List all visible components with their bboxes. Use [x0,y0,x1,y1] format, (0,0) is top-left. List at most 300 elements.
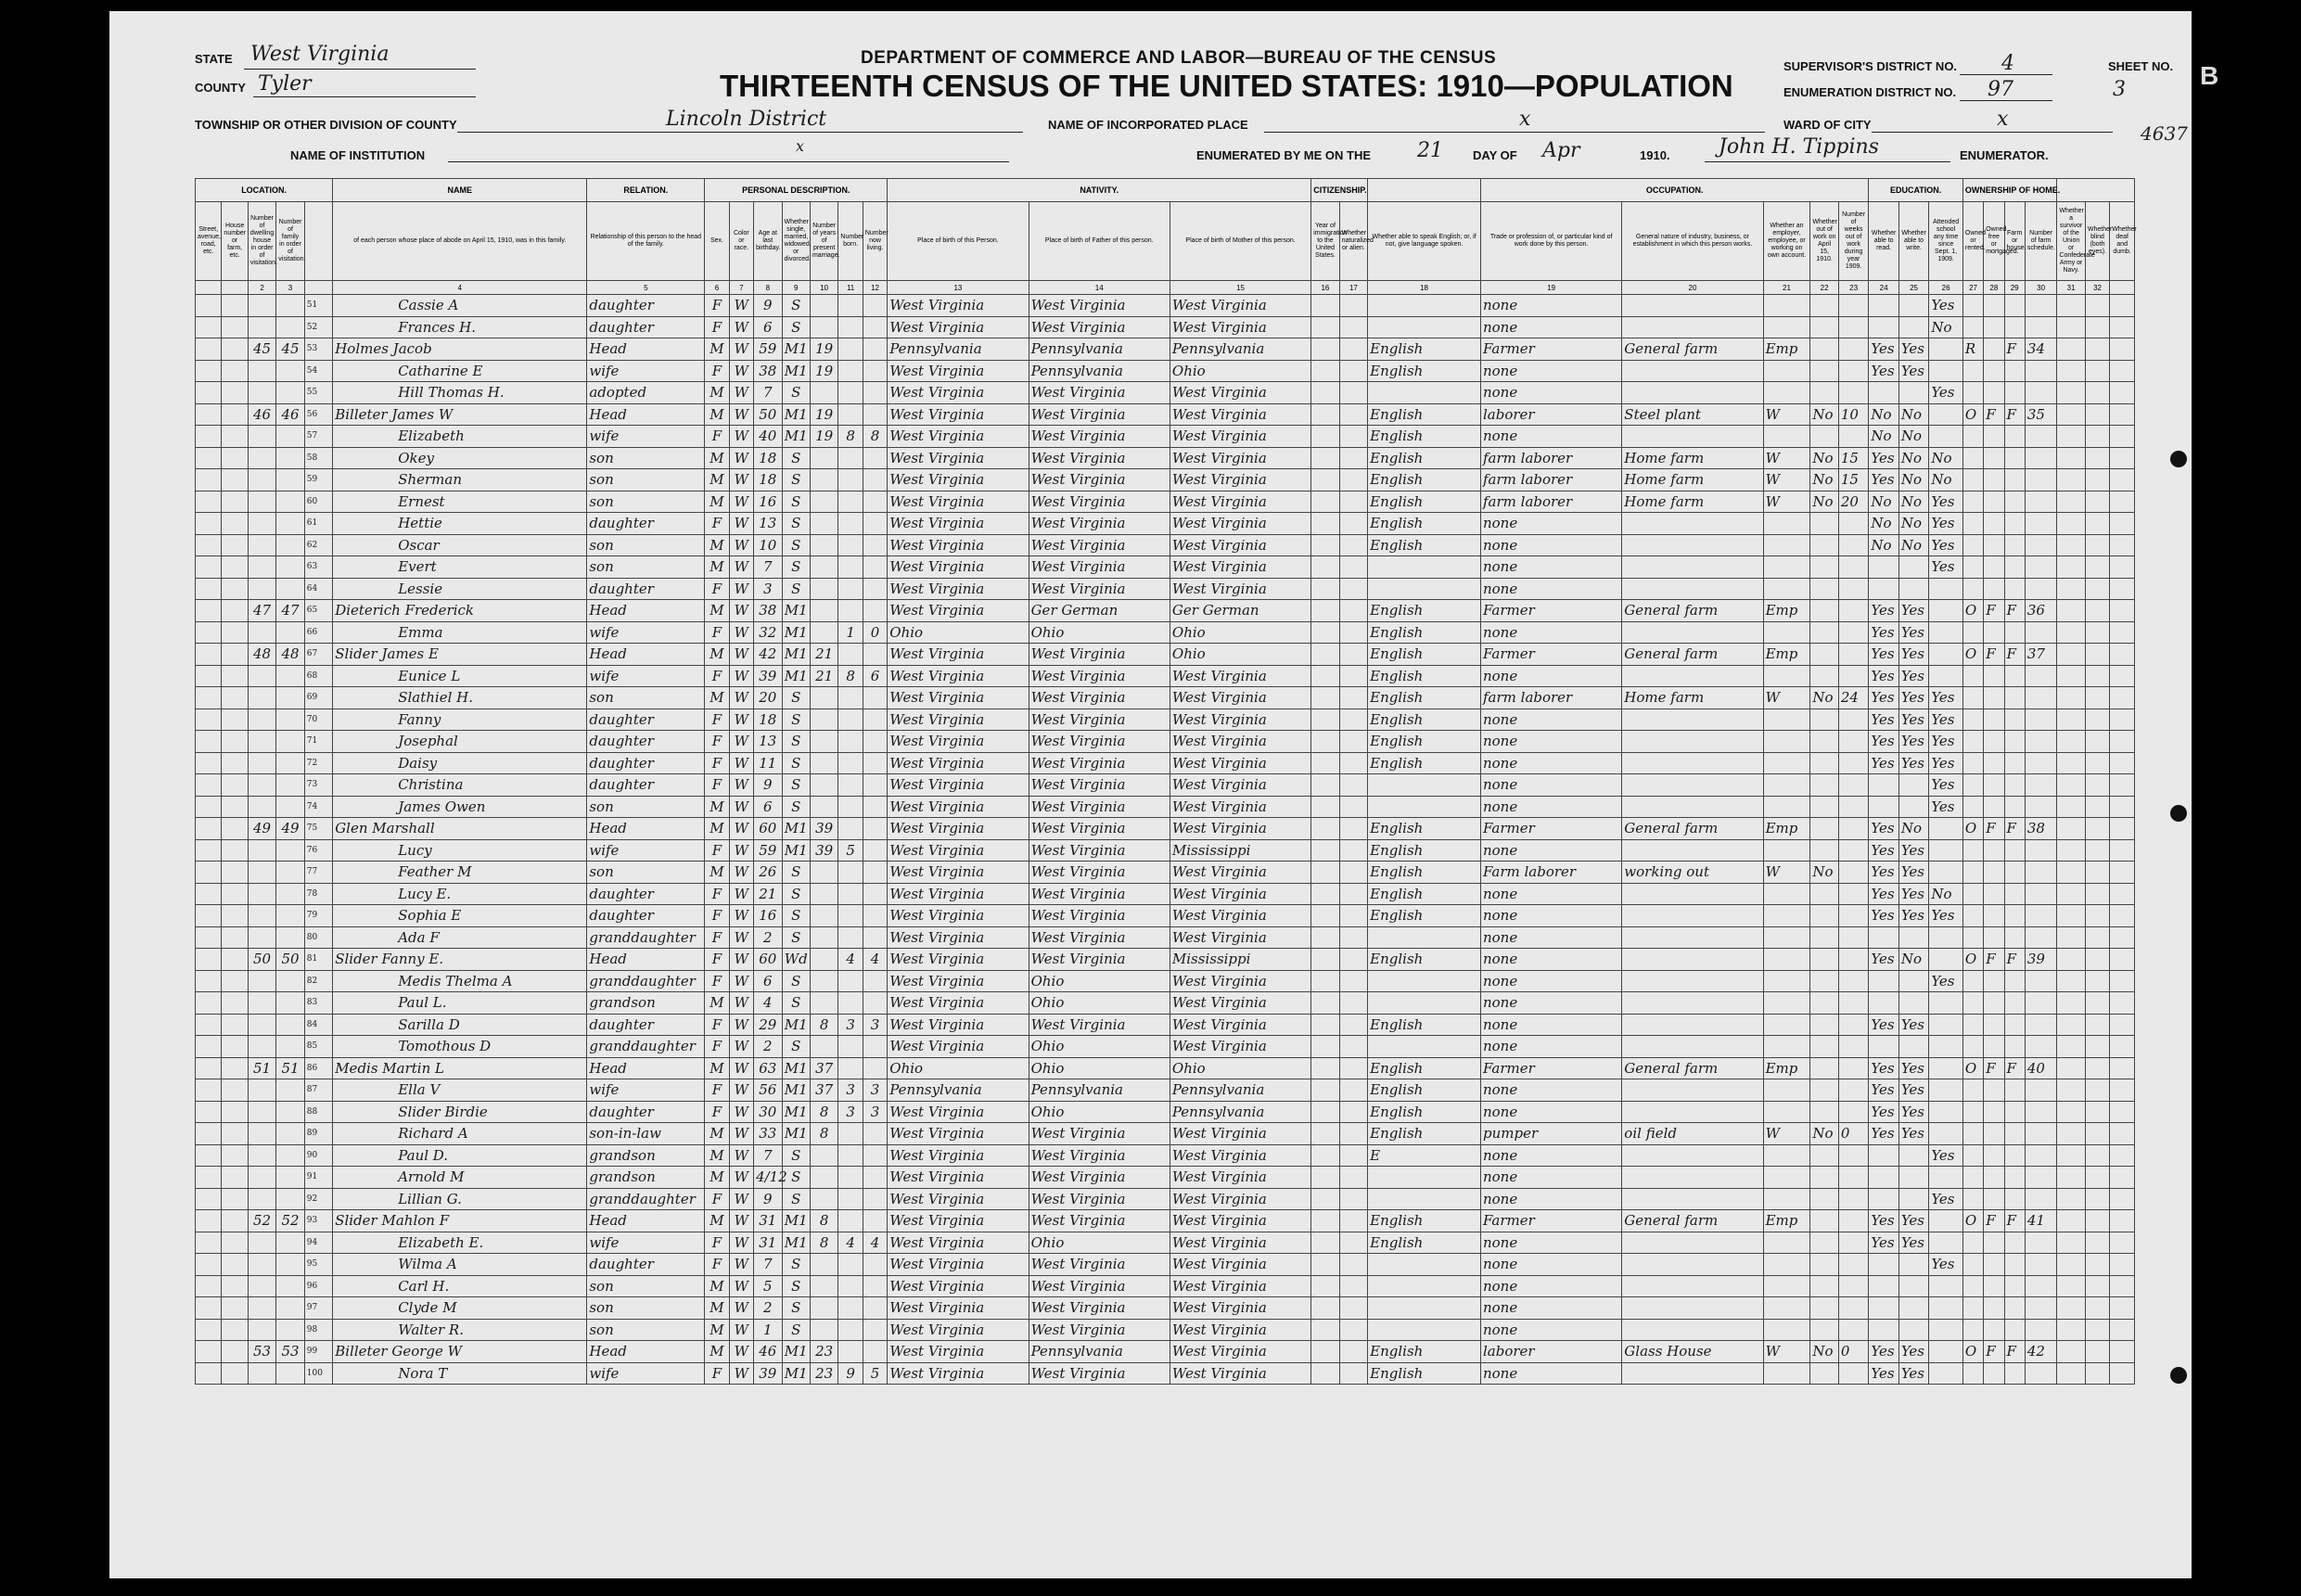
cell-blank [196,796,222,818]
cell-wks [1838,731,1869,753]
cell-line: 51 [304,295,332,317]
cell-bm: West Virginia [1170,1188,1310,1210]
cell-sex: F [705,1101,729,1123]
cell-blank [2085,1036,2109,1058]
cell-blank [2110,665,2135,687]
cell-bf: West Virginia [1029,382,1170,404]
cell-free [1984,665,2004,687]
table-row [196,992,2135,1015]
cell-wr: Yes [1898,338,1928,361]
cell-own [1962,1123,1983,1145]
cell-liv [863,491,887,513]
cell-oow [1810,295,1838,317]
cell-name: Tomothous D [333,1036,587,1058]
cell-wks [1838,665,1869,687]
cell-blank [2085,709,2109,731]
cell-mar: M1 [782,1232,810,1254]
cell-line: 57 [304,426,332,448]
cell-bp: West Virginia [888,1101,1029,1123]
cell-blank [2110,556,2135,579]
head-write: Whether able to write. [1898,202,1928,281]
cell-liv [863,1319,887,1341]
cell-bp: West Virginia [888,839,1029,862]
cell-blank [1339,578,1367,600]
cell-blank [1311,992,1339,1015]
cell-farm [2004,469,2025,492]
cell-born: 3 [838,1014,863,1036]
cell-wks [1838,513,1869,535]
cell-col: W [729,970,753,992]
cell-free [1984,1232,2004,1254]
place-value: x [1519,108,1531,131]
cell-sex: F [705,316,729,338]
cell-bm: West Virginia [1170,796,1310,818]
cell-mar: M1 [782,1014,810,1036]
cell-age: 26 [754,862,782,884]
cell-emp [1763,382,1810,404]
cell-blank [196,621,222,644]
cell-ind [1622,1319,1763,1341]
cell-name: Medis Thelma A [333,970,587,992]
cell-emp: Emp [1763,1210,1810,1232]
cell-farm [2004,621,2025,644]
cell-blank [1339,1254,1367,1276]
cell-bp: West Virginia [888,513,1029,535]
head-immigration: Year of immigration to the United States. [1311,202,1339,281]
cell-farm: F [2004,1210,2025,1232]
cell-free [1984,883,2004,905]
cell-rel: wife [587,1079,705,1102]
cell-own [1962,1319,1983,1341]
cell-own [1962,316,1983,338]
cell-blank [1311,1036,1339,1058]
cell-sch [1929,926,1963,949]
cell-col: W [729,1036,753,1058]
cell-bf: West Virginia [1029,752,1170,774]
cell-bf: West Virginia [1029,1275,1170,1297]
cell-blank [1339,534,1367,556]
cell-line: 73 [304,774,332,797]
cell-wks [1838,600,1869,622]
cell-blank [2057,1144,2085,1167]
cell-name: Oscar [333,534,587,556]
cell-col: W [729,1144,753,1167]
cell-farm: F [2004,1341,2025,1363]
cell-yrs [810,687,837,709]
cell-wr: No [1898,534,1928,556]
cell-free: F [1984,600,2004,622]
cell-liv: 4 [863,949,887,971]
column-number: 26 [1929,281,1963,295]
cell-blank [1311,970,1339,992]
cell-bm: West Virginia [1170,774,1310,797]
cell-col: W [729,600,753,622]
cell-sch: Yes [1929,731,1963,753]
cell-ind: General farm [1622,818,1763,840]
column-number [304,281,332,295]
cell-blank [2085,1144,2109,1167]
cell-blank [1339,1362,1367,1385]
cell-blank [222,338,248,361]
cell-blank [2110,338,2135,361]
cell-name: Richard A [333,1123,587,1145]
column-number: 30 [2025,281,2057,295]
cell-dw [248,905,275,927]
cell-born [838,796,863,818]
column-number [196,281,222,295]
table-row [196,1232,2135,1254]
cell-age: 33 [754,1123,782,1145]
cell-blank [222,818,248,840]
cell-mar: M1 [782,621,810,644]
column-number: 2 [248,281,275,295]
cell-farm [2004,1144,2025,1167]
cell-sch: No [1929,316,1963,338]
cell-own [1962,513,1983,535]
cell-liv: 3 [863,1014,887,1036]
cell-wr: Yes [1898,731,1928,753]
head-children-born: Number born. [838,202,863,281]
place-underline [1264,132,1765,133]
cell-mar: S [782,556,810,579]
cell-born [838,295,863,317]
cell-wks [1838,1254,1869,1276]
cell-rel: daughter [587,1014,705,1036]
cell-yrs [810,534,837,556]
cell-trade: Farmer [1480,338,1621,361]
cell-liv [863,796,887,818]
cell-blank [222,295,248,317]
cell-rel: daughter [587,905,705,927]
cell-trade: none [1480,926,1621,949]
cell-farm [2004,796,2025,818]
cell-bm: West Virginia [1170,709,1310,731]
cell-blank [2057,1362,2085,1385]
cell-fam [276,970,304,992]
cell-born [838,338,863,361]
cell-farm [2004,687,2025,709]
cell-bf: West Virginia [1029,1014,1170,1036]
cell-rd: Yes [1869,818,1898,840]
cell-fam: 53 [276,1341,304,1363]
column-number: 17 [1339,281,1367,295]
cell-blank [222,447,248,469]
county-underline [253,96,476,97]
cell-yrs: 23 [810,1362,837,1385]
cell-born [838,926,863,949]
cell-free [1984,970,2004,992]
cell-own [1962,1036,1983,1058]
cell-schd [2025,862,2057,884]
cell-farm [2004,360,2025,382]
column-number [222,281,248,295]
cell-trade: none [1480,992,1621,1015]
cell-bp: West Virginia [888,426,1029,448]
cell-rel: daughter [587,1254,705,1276]
cell-sex: F [705,513,729,535]
cell-bp: West Virginia [888,1144,1029,1167]
cell-farm: F [2004,1057,2025,1079]
cell-bf: Pennsylvania [1029,338,1170,361]
cell-lang: English [1368,1057,1481,1079]
cell-bp: West Virginia [888,1362,1029,1385]
cell-name: Elizabeth E. [333,1232,587,1254]
cell-mar: S [782,926,810,949]
head-industry: General nature of industry, business, or establishment in which this person works. [1622,202,1763,281]
cell-oow [1810,578,1838,600]
cell-blank [196,949,222,971]
cell-liv: 6 [863,665,887,687]
head-birth-person: Place of birth of this Person. [888,202,1029,281]
cell-mar: S [782,774,810,797]
cell-oow [1810,992,1838,1015]
cell-dw [248,534,275,556]
cell-trade: none [1480,709,1621,731]
cell-free [1984,556,2004,579]
cell-trade: none [1480,1101,1621,1123]
cell-bf: Ohio [1029,1101,1170,1123]
cell-wr [1898,1319,1928,1341]
cell-col: W [729,1101,753,1123]
cell-name: Eunice L [333,665,587,687]
cell-yrs: 21 [810,644,837,666]
cell-blank [2110,1210,2135,1232]
cell-blank [2110,1362,2135,1385]
cell-blank [222,1144,248,1167]
cell-schd [2025,513,2057,535]
cell-yrs: 8 [810,1101,837,1123]
cell-mar: M1 [782,818,810,840]
column-number [2110,281,2135,295]
cell-blank [1311,731,1339,753]
column-number: 32 [2085,281,2109,295]
cell-age: 31 [754,1210,782,1232]
cell-schd [2025,1123,2057,1145]
cell-liv [863,839,887,862]
cell-trade: none [1480,1079,1621,1102]
cell-schd [2025,752,2057,774]
cell-rd [1869,1254,1898,1276]
cell-fam [276,1167,304,1189]
cell-yrs: 19 [810,360,837,382]
cell-dw: 46 [248,403,275,426]
cell-sex: F [705,1362,729,1385]
cell-wr [1898,316,1928,338]
cell-blank [1339,1210,1367,1232]
cell-emp: Emp [1763,600,1810,622]
cell-blank [2110,1036,2135,1058]
cell-wr: Yes [1898,709,1928,731]
head-name: of each person whose place of abode on April 15, 1910, was in this family. [333,202,587,281]
cell-born [838,360,863,382]
cell-blank [1311,687,1339,709]
cell-bm: West Virginia [1170,556,1310,579]
cell-fam [276,883,304,905]
cell-ind [1622,1014,1763,1036]
cell-ind [1622,883,1763,905]
cell-farm: F [2004,403,2025,426]
cell-rd [1869,1036,1898,1058]
cell-liv [863,1167,887,1189]
cell-liv: 0 [863,621,887,644]
cell-blank [2057,295,2085,317]
cell-bf: West Virginia [1029,839,1170,862]
cell-blank [1339,665,1367,687]
township-value: Lincoln District [666,108,827,131]
cell-lang: English [1368,862,1481,884]
cell-farm [2004,295,2025,317]
cell-rel: granddaughter [587,1188,705,1210]
cell-blank [1339,360,1367,382]
cell-fam: 47 [276,600,304,622]
cell-lang: English [1368,905,1481,927]
cell-blank [2085,491,2109,513]
cell-blank [2057,1297,2085,1320]
cell-blank [222,796,248,818]
cell-blank [1339,1341,1367,1363]
cell-rel: son [587,1297,705,1320]
cell-blank [2057,556,2085,579]
cell-rd [1869,926,1898,949]
cell-bf: West Virginia [1029,556,1170,579]
cell-sex: F [705,1188,729,1210]
cell-age: 46 [754,1341,782,1363]
cell-sch [1929,992,1963,1015]
cell-wr [1898,1297,1928,1320]
cell-mar: S [782,1275,810,1297]
cell-blank [2085,752,2109,774]
cell-name: Ernest [333,491,587,513]
cell-oow [1810,1101,1838,1123]
cell-liv [863,731,887,753]
cell-liv [863,883,887,905]
cell-yrs [810,949,837,971]
cell-blank [1311,1144,1339,1167]
cell-oow: No [1810,469,1838,492]
cell-trade: none [1480,578,1621,600]
cell-blank [2110,1232,2135,1254]
cell-col: W [729,1167,753,1189]
cell-liv [863,1188,887,1210]
cell-col: W [729,992,753,1015]
cell-blank [1339,1123,1367,1145]
cell-free [1984,862,2004,884]
cell-wks [1838,774,1869,797]
cell-sex: F [705,949,729,971]
table-row [196,709,2135,731]
cell-blank [222,644,248,666]
cell-blank [1311,556,1339,579]
cell-yrs: 19 [810,403,837,426]
cell-schd [2025,1297,2057,1320]
cell-own [1962,752,1983,774]
cell-wr: Yes [1898,687,1928,709]
cell-mar: S [782,316,810,338]
cell-blank [1311,469,1339,492]
cell-emp [1763,578,1810,600]
cell-fam [276,665,304,687]
cell-wks [1838,905,1869,927]
cell-bm: Ohio [1170,644,1310,666]
cell-line: 75 [304,818,332,840]
cell-name: Hettie [333,513,587,535]
cell-wks [1838,1232,1869,1254]
cell-own [1962,1101,1983,1123]
cell-schd [2025,491,2057,513]
cell-sch [1929,949,1963,971]
cell-line: 58 [304,447,332,469]
cell-blank [2110,644,2135,666]
cell-dw [248,578,275,600]
cell-mar: S [782,1319,810,1341]
cell-wr [1898,295,1928,317]
cell-col: W [729,360,753,382]
cell-blank [2057,513,2085,535]
cell-blank [2085,731,2109,753]
cell-blank [2057,1275,2085,1297]
cell-blank [1311,1188,1339,1210]
cell-rd [1869,1319,1898,1341]
cell-bp: Ohio [888,1057,1029,1079]
cell-lang: English [1368,1362,1481,1385]
cell-free [1984,839,2004,862]
cell-lang: English [1368,534,1481,556]
cell-line: 98 [304,1319,332,1341]
enumeration-underline [1960,100,2052,101]
cell-blank [2085,382,2109,404]
cell-age: 2 [754,1036,782,1058]
cell-bp: West Virginia [888,752,1029,774]
cell-wr: No [1898,469,1928,492]
cell-wks [1838,382,1869,404]
cell-oow: No [1810,403,1838,426]
cell-blank [196,556,222,579]
cell-ind [1622,752,1763,774]
cell-liv [863,1123,887,1145]
cell-rd: Yes [1869,752,1898,774]
cell-mar: M1 [782,1079,810,1102]
cell-ind [1622,1079,1763,1102]
cell-yrs [810,796,837,818]
cell-blank [1339,382,1367,404]
cell-schd [2025,295,2057,317]
cell-emp: W [1763,687,1810,709]
cell-blank [1339,338,1367,361]
cell-blank [2110,403,2135,426]
cell-trade: none [1480,752,1621,774]
enumeration-value: 97 [1988,78,2013,101]
cell-age: 50 [754,403,782,426]
department-heading: DEPARTMENT OF COMMERCE AND LABOR—BUREAU OF THE CENSUS [861,48,1497,68]
cell-blank [2085,1319,2109,1341]
cell-yrs [810,556,837,579]
cell-trade: none [1480,665,1621,687]
cell-trade: pumper [1480,1123,1621,1145]
cell-dw: 47 [248,600,275,622]
cell-trade: laborer [1480,403,1621,426]
cell-line: 69 [304,687,332,709]
column-number: 15 [1170,281,1310,295]
cell-sch [1929,1319,1963,1341]
cell-trade: Farmer [1480,1210,1621,1232]
cell-age: 30 [754,1101,782,1123]
cell-blank [2085,949,2109,971]
punch-hole [2170,1367,2187,1384]
cell-sex: F [705,1232,729,1254]
cell-line: 97 [304,1297,332,1320]
cell-blank [2110,1014,2135,1036]
cell-yrs: 39 [810,839,837,862]
